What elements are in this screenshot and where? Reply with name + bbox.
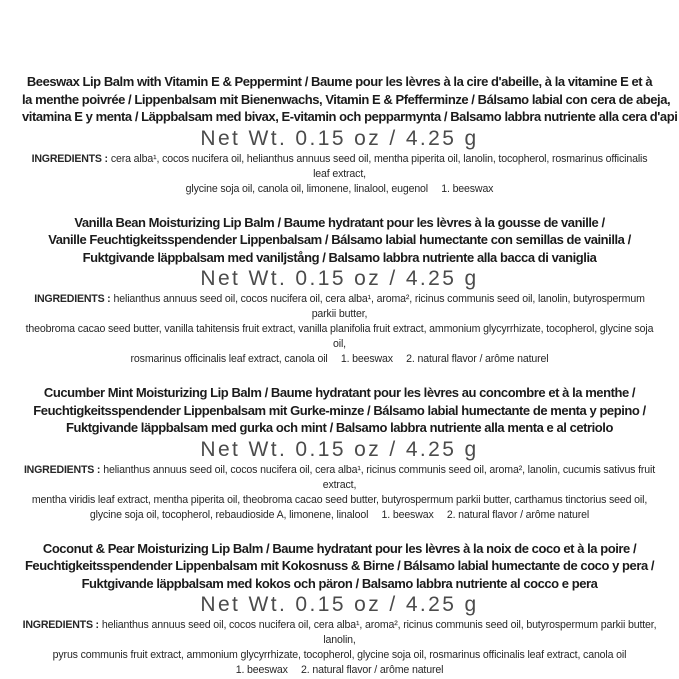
ingredients-label: INGREDIENTS : [34, 293, 111, 305]
ingredients-line [22, 618, 660, 648]
ingredients-line: glycine soja oil, canola oil, limonene, linalool, eugenol 1. beeswax [185, 182, 494, 195]
product-title [22, 214, 657, 267]
product-title-line: Coconut & Pear Moisturizing Lip Balm / Baume hydratant pour les lèvres à la noix de coco et à la poire / [42, 540, 637, 556]
product-section-cucumber-mint [22, 384, 657, 523]
ingredients-text: helianthus annuus seed oil, cocos nucifera oil, cera alba¹, aroma², ricinus communis seed oil, lanolin, butyrospermum parkii butter, [113, 293, 648, 320]
ingredients-label: INGREDIENTS : [23, 463, 101, 476]
net-weight: Net Wt. 0.15 oz / 4.25 g [200, 267, 479, 290]
ingredients-label: INGREDIENTS : [31, 152, 108, 165]
ingredients-label: INGREDIENTS : [22, 619, 99, 631]
product-title-line: Feuchtigkeitsspendender Lippenbalsam mit Gurke-minze / Bálsamo labial humectante de menta y pepino / [33, 402, 646, 418]
ingredients-text: helianthus annuus seed oil, cocos nucifera oil, cera alba¹, aroma², ricinus communis seed oil, butyrospermum parkii butter, lanolin, [101, 619, 660, 646]
product-title-line: Fuktgivande läppbalsam med kokos och päron / Balsamo labbra nutriente al cocco e pera [81, 575, 598, 591]
ingredients-line [22, 292, 657, 322]
ingredients-line: rosmarinus officinalis leaf extract, canola oil 1. beeswax 2. natural flavor / arôme naturel [130, 353, 549, 365]
product-title-line: Feuchtigkeitsspendender Lippenbalsam mit Kokosnuss & Birne / Bálsamo labial humectante de coco y pera / [24, 558, 655, 573]
product-section-beeswax-peppermint [22, 73, 678, 197]
ingredients-line: pyrus communis fruit extract, ammonium glycyrrhizate, tocopherol, glycine soja oil, rosmarinus officinalis leaf extract, canola oil [52, 649, 627, 661]
product-title-line: Cucumber Mint Moisturizing Lip Balm / Baume hydratant pour les lèvres au concombre et à la menthe / [43, 385, 636, 400]
ingredients-block [22, 292, 657, 367]
product-title [22, 384, 657, 437]
ingredients-line [22, 463, 657, 493]
product-section-coconut-pear [22, 540, 660, 679]
product-title-line: vitamina E y menta / Läppbalsam med bivax, E-vitamin och pepparmynta / Balsamo labbra nutriente alla cera d'api [22, 109, 678, 124]
net-weight: Net Wt. 0.15 oz / 4.25 g [200, 126, 479, 150]
ingredients-text: cera alba¹, cocos nucifera oil, helianthus annuus seed oil, mentha piperita oil, lanolin, tocopherol, rosmarinus officinalis leaf extract, [110, 152, 651, 180]
product-title-line: la menthe poivrée / Lippenbalsam mit Bienenwachs, Vitamin E & Pfefferminze / Bálsamo labial con cera de abeja, [22, 91, 671, 107]
product-title [22, 540, 657, 593]
ingredients-line: glycine soja oil, tocopherol, rebaudioside A, limonene, linalool 1. beeswax 2. natural flavor / arôme naturel [89, 508, 590, 521]
ingredients-line [22, 152, 657, 182]
product-title-line: Vanilla Bean Moisturizing Lip Balm / Baume hydratant pour les lèvres à la gousse de vanille / [74, 214, 605, 230]
product-title [22, 73, 678, 126]
product-title-line: Vanille Feuchtigkeitsspendender Lippenbalsam / Bálsamo labial humectante con semillas de vainilla / [48, 232, 631, 247]
ingredients-block [22, 618, 660, 678]
product-title-line: Fuktgivande läppbalsam med vaniljstång / Balsamo labbra nutriente alla bacca di vaniglia [82, 249, 597, 265]
ingredients-text: helianthus annuus seed oil, cocos nucifera oil, cera alba¹, ricinus communis seed oil, aroma², lanolin, cucumis sativus fruit extract, [103, 463, 658, 491]
net-weight: Net Wt. 0.15 oz / 4.25 g [200, 593, 479, 616]
ingredients-line: theobroma cacao seed butter, vanilla tahitensis fruit extract, vanilla planifolia fruit extract, ammonium glycyrrhizate, tocopherol, glycine soja oil, [25, 323, 657, 350]
ingredients-block [22, 152, 657, 197]
net-weight: Net Wt. 0.15 oz / 4.25 g [200, 437, 479, 461]
ingredients-block [22, 463, 657, 523]
product-title-line: Beeswax Lip Balm with Vitamin E & Peppermint / Baume pour les lèvres à la cire d'abeille, à la vitamine E et à [26, 74, 653, 89]
ingredients-line: 1. beeswax 2. natural flavor / arôme naturel [235, 664, 444, 676]
product-title-line: Fuktgivande läppbalsam med gurka och mint / Balsamo labbra nutriente alla menta e al cetriolo [66, 420, 613, 435]
ingredients-line: mentha viridis leaf extract, mentha piperita oil, theobroma cacao seed butter, butyrospermum parkii butter, carthamus tinctorius seed oil, [31, 493, 648, 506]
product-section-vanilla-bean [22, 214, 657, 368]
